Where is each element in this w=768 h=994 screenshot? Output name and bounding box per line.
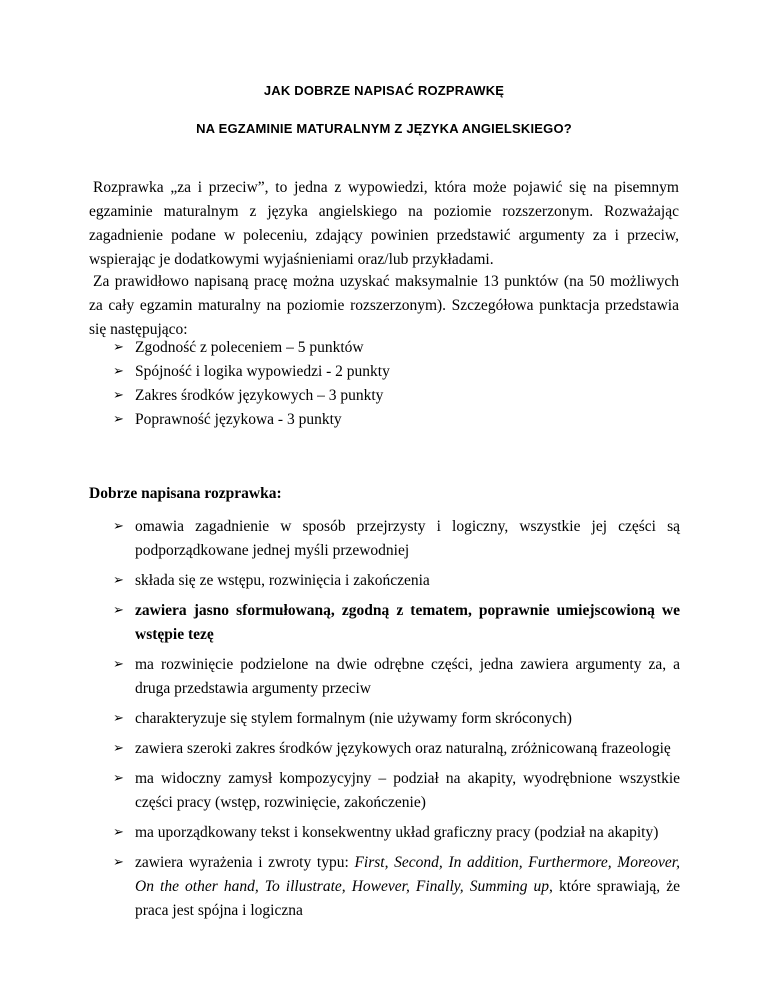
arrow-bullet-icon: ➢ <box>113 573 124 588</box>
arrow-bullet-icon: ➢ <box>113 771 124 786</box>
feature-item <box>0 767 680 815</box>
arrow-bullet-icon: ➢ <box>113 388 124 403</box>
scoring-item <box>0 408 390 432</box>
feature-item <box>0 737 680 761</box>
scoring-paragraph: Za prawidłowo napisaną pracę można uzyskać maksymalnie 13 punktów (na 50 możliwych za cały egzamin maturalny na poziomie rozszerzonym). Szczegółowa punktacja przedstawia się następująco: <box>89 273 679 338</box>
scoring-item <box>0 384 390 408</box>
feature-item <box>0 707 680 731</box>
feature-item-text: charakteryzuje się stylem formalnym (nie używamy form skróconych) <box>135 710 572 727</box>
arrow-bullet-icon: ➢ <box>113 412 124 427</box>
features-list <box>0 515 768 929</box>
feature-item-text: ma rozwinięcie podzielone na dwie odrębne części, jedna zawiera argumenty za, a druga przedstawia argumenty przeciw <box>135 656 680 697</box>
scoring-item <box>0 360 390 384</box>
feature-item-text: zawiera szeroki zakres środków językowych oraz naturalną, zróżnicowaną frazeologię <box>135 740 671 757</box>
feature-item-text: ma widoczny zamysł kompozycyjny – podział na akapity, wyodrębnione wszystkie części pracy (wstęp, rozwinięcie, zakończenie) <box>135 770 680 811</box>
feature-item-phrases: First, Second, In addition, Furthermore, Moreover, On the other hand, To illustrate, However, Finally, Summing up <box>135 854 680 895</box>
arrow-bullet-icon: ➢ <box>113 741 124 756</box>
feature-item-text: omawia zagadnienie w sposób przejrzysty i logiczny, wszystkie jej części są podporządkowane jednej myśli przewodniej <box>135 518 680 559</box>
arrow-bullet-icon: ➢ <box>113 364 124 379</box>
feature-item <box>0 599 680 647</box>
arrow-bullet-icon: ➢ <box>113 603 124 618</box>
intro-paragraph: Rozprawka „za i przeciw”, to jedna z wypowiedzi, która może pojawić się na pisemnym egzaminie maturalnym z języka angielskiego na poziomie rozszerzonym. Rozważając zagadnienie podane w poleceniu, zdający powinien przedstawić argumenty za i przeciw, wspierając je dodatkowymi wyjaśnieniami oraz/lub przykładami. <box>89 179 679 268</box>
arrow-bullet-icon: ➢ <box>113 657 124 672</box>
scoring-list <box>0 336 390 432</box>
feature-item-suffix: , które sprawiają, że praca jest spójna i logiczna <box>135 878 680 919</box>
feature-item-prefix: zawiera wyrażenia i zwroty typu: <box>135 854 355 871</box>
feature-item <box>0 851 680 923</box>
arrow-bullet-icon: ➢ <box>113 825 124 840</box>
scoring-item-text: Zakres środków językowych – 3 punkty <box>135 387 384 404</box>
feature-item-text: zawiera jasno sformułowaną, zgodną z tematem, poprawnie umiejscowioną we wstępie tezę <box>135 602 680 643</box>
arrow-bullet-icon: ➢ <box>113 855 124 870</box>
feature-item <box>0 515 680 563</box>
feature-item-text: składa się ze wstępu, rozwinięcia i zakończenia <box>135 572 430 589</box>
arrow-bullet-icon: ➢ <box>113 711 124 726</box>
feature-item-text: ma uporządkowany tekst i konsekwentny układ graficzny pracy (podział na akapity) <box>135 824 659 841</box>
feature-item <box>0 821 680 845</box>
scoring-item-text: Spójność i logika wypowiedzi - 2 punkty <box>135 363 390 380</box>
scoring-item-text: Poprawność językowa - 3 punkty <box>135 411 342 428</box>
document-title-line-1: JAK DOBRZE NAPISAĆ ROZPRAWKĘ <box>263 83 505 98</box>
arrow-bullet-icon: ➢ <box>113 519 124 534</box>
section-heading: Dobrze napisana rozprawka: <box>89 485 282 502</box>
scoring-item-text: Zgodność z poleceniem – 5 punktów <box>135 339 364 356</box>
feature-item <box>0 653 680 701</box>
feature-item <box>0 569 680 593</box>
arrow-bullet-icon: ➢ <box>113 340 124 355</box>
document-title-line-2: NA EGZAMINIE MATURALNYM Z JĘZYKA ANGIELSKIEGO? <box>196 121 572 136</box>
scoring-item <box>0 336 390 360</box>
